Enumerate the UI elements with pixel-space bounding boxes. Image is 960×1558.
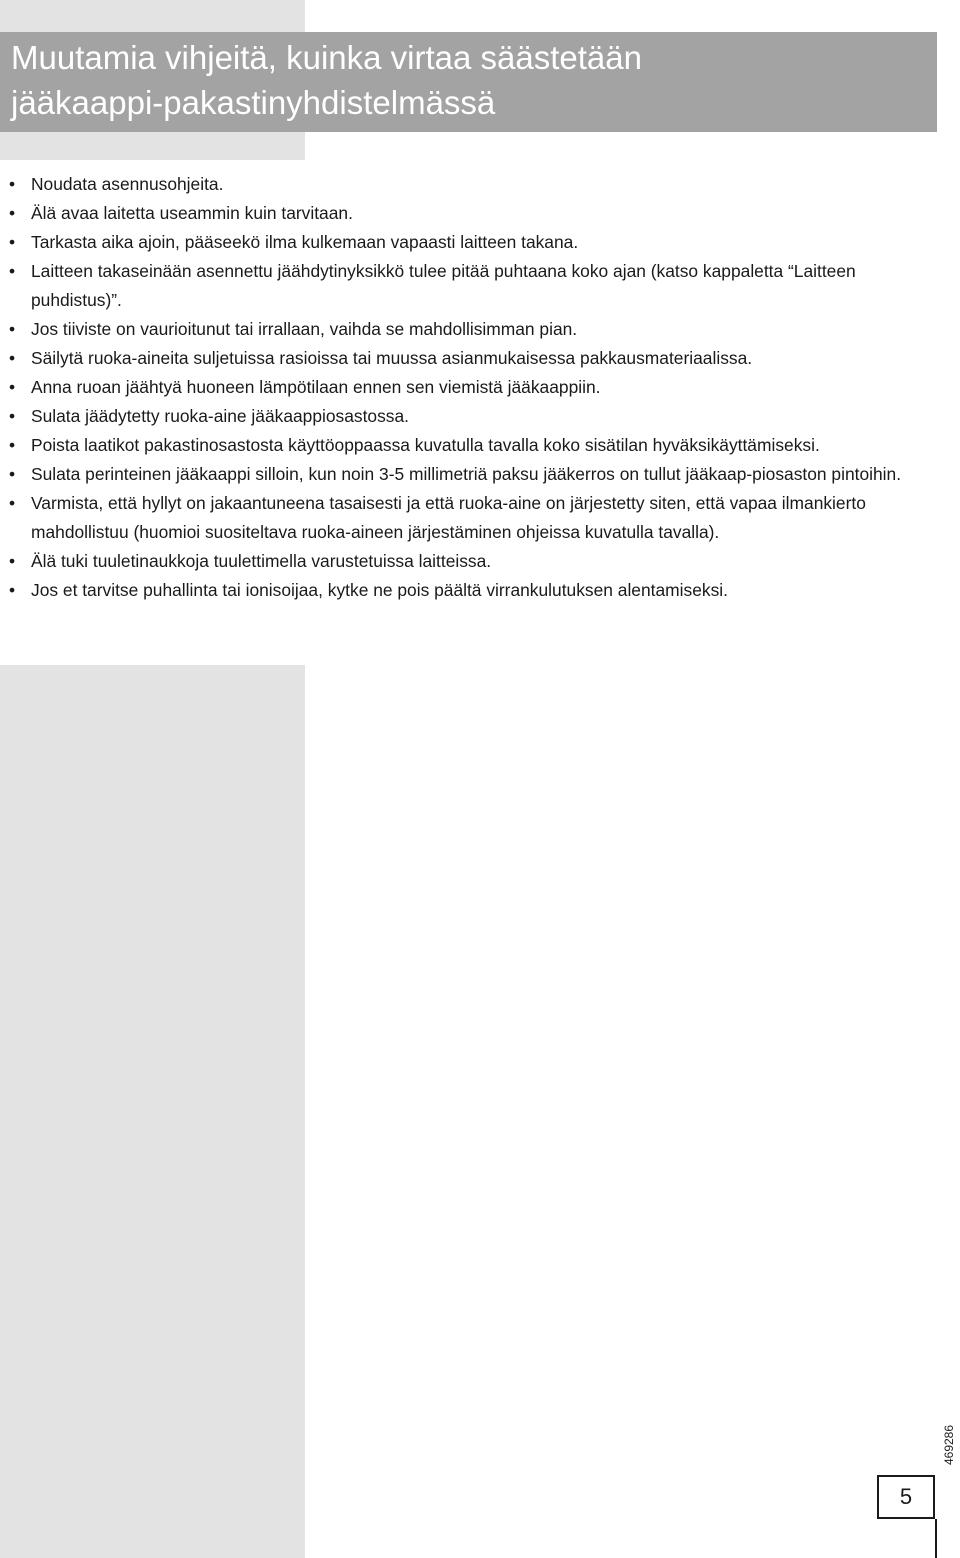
tip-text: Älä tuki tuuletinaukkoja tuulettimella varustetuissa laitteissa. <box>31 551 492 571</box>
tip-item <box>0 460 937 489</box>
tips-panel <box>0 160 937 665</box>
tip-text: Säilytä ruoka-aineita suljetuissa rasioissa tai muussa asianmukaisessa pakkausmateriaalissa. <box>31 348 753 368</box>
tip-item <box>0 199 937 228</box>
bullet-icon: • <box>9 261 16 281</box>
tip-text: Laitteen takaseinään asennettu jäähdytinyksikkö tulee pitää puhtaana koko ajan (katso kappaletta “Laitteen puhdistus)”. <box>31 261 856 310</box>
bullet-icon: • <box>9 174 16 194</box>
bullet-icon: • <box>9 232 16 252</box>
tip-text: Sulata perinteinen jääkaappi silloin, kun noin 3-5 millimetriä paksu jääkerros on tullut jääkaap-piosaston pintoihin. <box>31 464 902 484</box>
bullet-icon: • <box>9 203 16 223</box>
bullet-icon: • <box>9 377 16 397</box>
tip-item <box>0 315 937 344</box>
tip-text: Jos tiiviste on vaurioitunut tai irrallaan, vaihda se mahdollisimman pian. <box>31 319 578 339</box>
bullet-icon: • <box>9 580 16 600</box>
page-number: 5 <box>899 1484 913 1509</box>
page-number-box <box>877 1475 935 1519</box>
tip-item <box>0 402 937 431</box>
bullet-icon: • <box>9 348 16 368</box>
tip-item <box>0 576 937 605</box>
tip-text: Älä avaa laitetta useammin kuin tarvitaan. <box>31 203 353 223</box>
tip-text: Sulata jäädytetty ruoka-aine jääkaappiosastossa. <box>31 406 410 426</box>
tip-text: Varmista, että hyllyt on jakaantuneena tasaisesti ja että ruoka-aine on järjestetty siten, että vapaa ilmankierto mahdollistuu (huomioi suositeltava ruoka-aineen järjestäminen ohjeissa kuvatulla tavalla). <box>31 493 866 542</box>
tip-item <box>0 257 937 315</box>
document-code <box>929 1422 960 1468</box>
tip-text: Jos et tarvitse puhallinta tai ionisoijaa, kytke ne pois päältä virrankulutuksen alentamiseksi. <box>31 580 728 600</box>
tip-item <box>0 228 937 257</box>
bullet-icon: • <box>9 551 16 571</box>
page-number-rule <box>935 1519 937 1558</box>
bullet-icon: • <box>9 493 16 513</box>
document-code-text: 469286 <box>942 1424 957 1466</box>
tip-item <box>0 344 937 373</box>
page-title <box>11 35 937 125</box>
tip-item <box>0 431 937 460</box>
tip-text: Poista laatikot pakastinosastosta käyttöoppaassa kuvatulla tavalla koko sisätilan hyväksikäyttämiseksi. <box>31 435 820 455</box>
page-title-line-2: jääkaappi-pakastinyhdistelmässä <box>11 84 496 121</box>
tip-item <box>0 170 937 199</box>
tip-item <box>0 373 937 402</box>
bullet-icon: • <box>9 435 16 455</box>
bullet-icon: • <box>9 406 16 426</box>
tip-text: Noudata asennusohjeita. <box>31 174 224 194</box>
tips-list <box>0 160 937 605</box>
tip-item <box>0 489 937 547</box>
bullet-icon: • <box>9 464 16 484</box>
tip-text: Anna ruoan jäähtyä huoneen lämpötilaan ennen sen viemistä jääkaappiin. <box>31 377 601 397</box>
bullet-icon: • <box>9 319 16 339</box>
tip-item <box>0 547 937 576</box>
tip-text: Tarkasta aika ajoin, pääseekö ilma kulkemaan vapaasti laitteen takana. <box>31 232 579 252</box>
title-bar <box>0 32 937 132</box>
page-title-line-1: Muutamia vihjeitä, kuinka virtaa säästetään <box>11 39 642 76</box>
